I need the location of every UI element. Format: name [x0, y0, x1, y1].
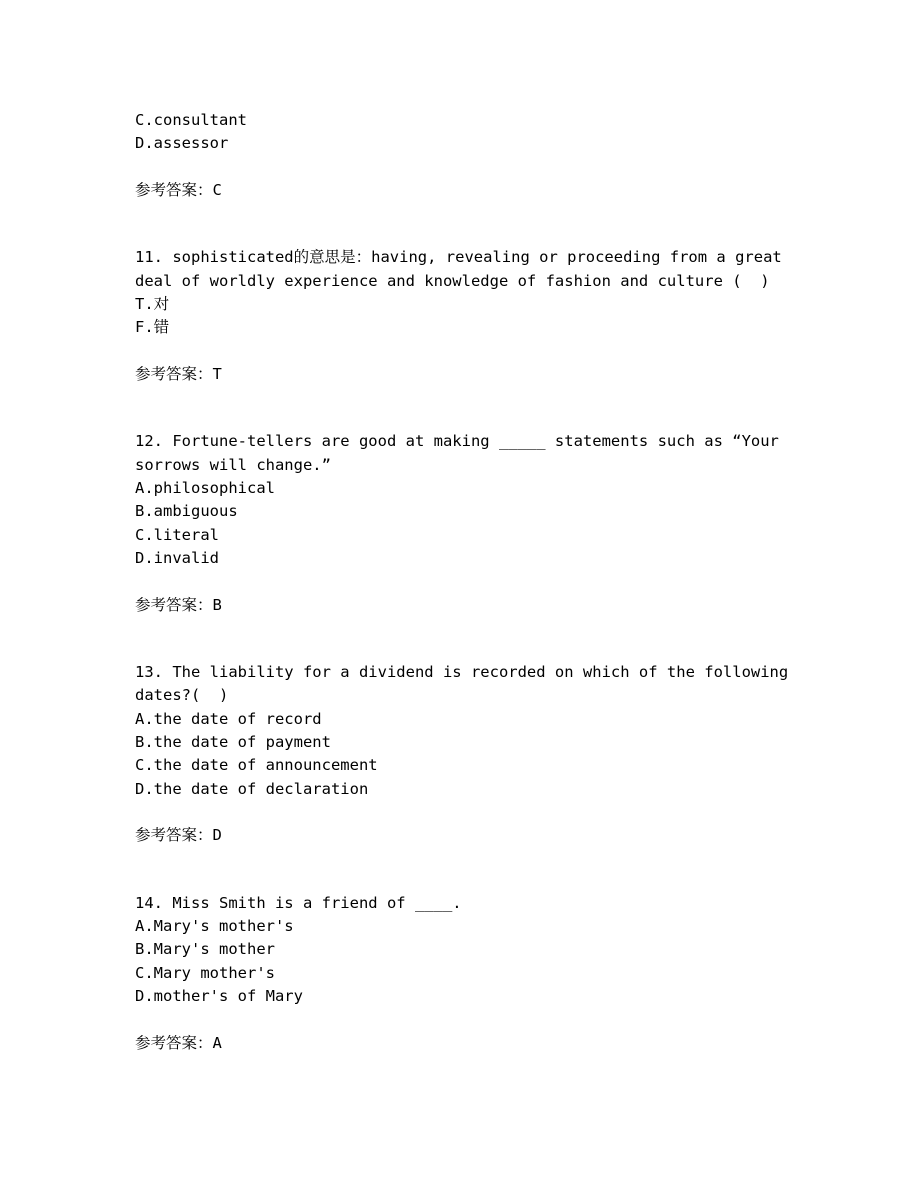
option-d: D.mother's of Mary: [135, 987, 303, 1006]
question-stem: 14. Miss Smith is a friend of ____.: [135, 893, 462, 912]
option-a: A.the date of record: [135, 709, 322, 728]
option-t: T.对: [135, 294, 170, 313]
question-14: [135, 892, 795, 1055]
option-c: C.Mary mother's: [135, 963, 275, 982]
exam-page: [135, 109, 795, 1055]
option-c: C.the date of announcement: [135, 756, 378, 775]
option-c: C.consultant: [135, 111, 247, 129]
option-b: B.Mary's mother: [135, 940, 275, 959]
question-stem: 11. sophisticated的意思是：having, revealing or proceeding from a great: [135, 248, 782, 267]
option-c: C.literal: [135, 525, 219, 544]
question-12: [135, 430, 795, 617]
question-stem: 13. The liability for a dividend is recorded on which of the following: [135, 662, 789, 681]
option-b: B.the date of payment: [135, 733, 331, 752]
option-a: A.Mary's mother's: [135, 917, 294, 936]
question-stem: dates?( ): [135, 686, 229, 705]
question-stem: sorrows will change.”: [135, 455, 331, 474]
answer-line: 参考答案：D: [135, 826, 222, 845]
option-d: D.the date of declaration: [135, 779, 369, 798]
option-d: D.invalid: [135, 549, 219, 568]
question-stem: deal of worldly experience and knowledge of fashion and culture ( ): [135, 271, 770, 290]
answer-line: 参考答案：C: [135, 180, 222, 199]
question-stem: 12. Fortune-tellers are good at making _____ statements such as “Your: [135, 432, 779, 451]
question-11: [135, 246, 795, 386]
answer-line: 参考答案：A: [135, 1033, 222, 1052]
option-f: F.错: [135, 318, 170, 337]
answer-line: 参考答案：B: [135, 595, 222, 614]
prev-question: [135, 109, 795, 202]
option-b: B.ambiguous: [135, 502, 238, 521]
option-a: A.philosophical: [135, 478, 275, 497]
option-d: D.assessor: [135, 134, 229, 153]
answer-line: 参考答案：T: [135, 364, 222, 383]
question-13: [135, 661, 795, 848]
